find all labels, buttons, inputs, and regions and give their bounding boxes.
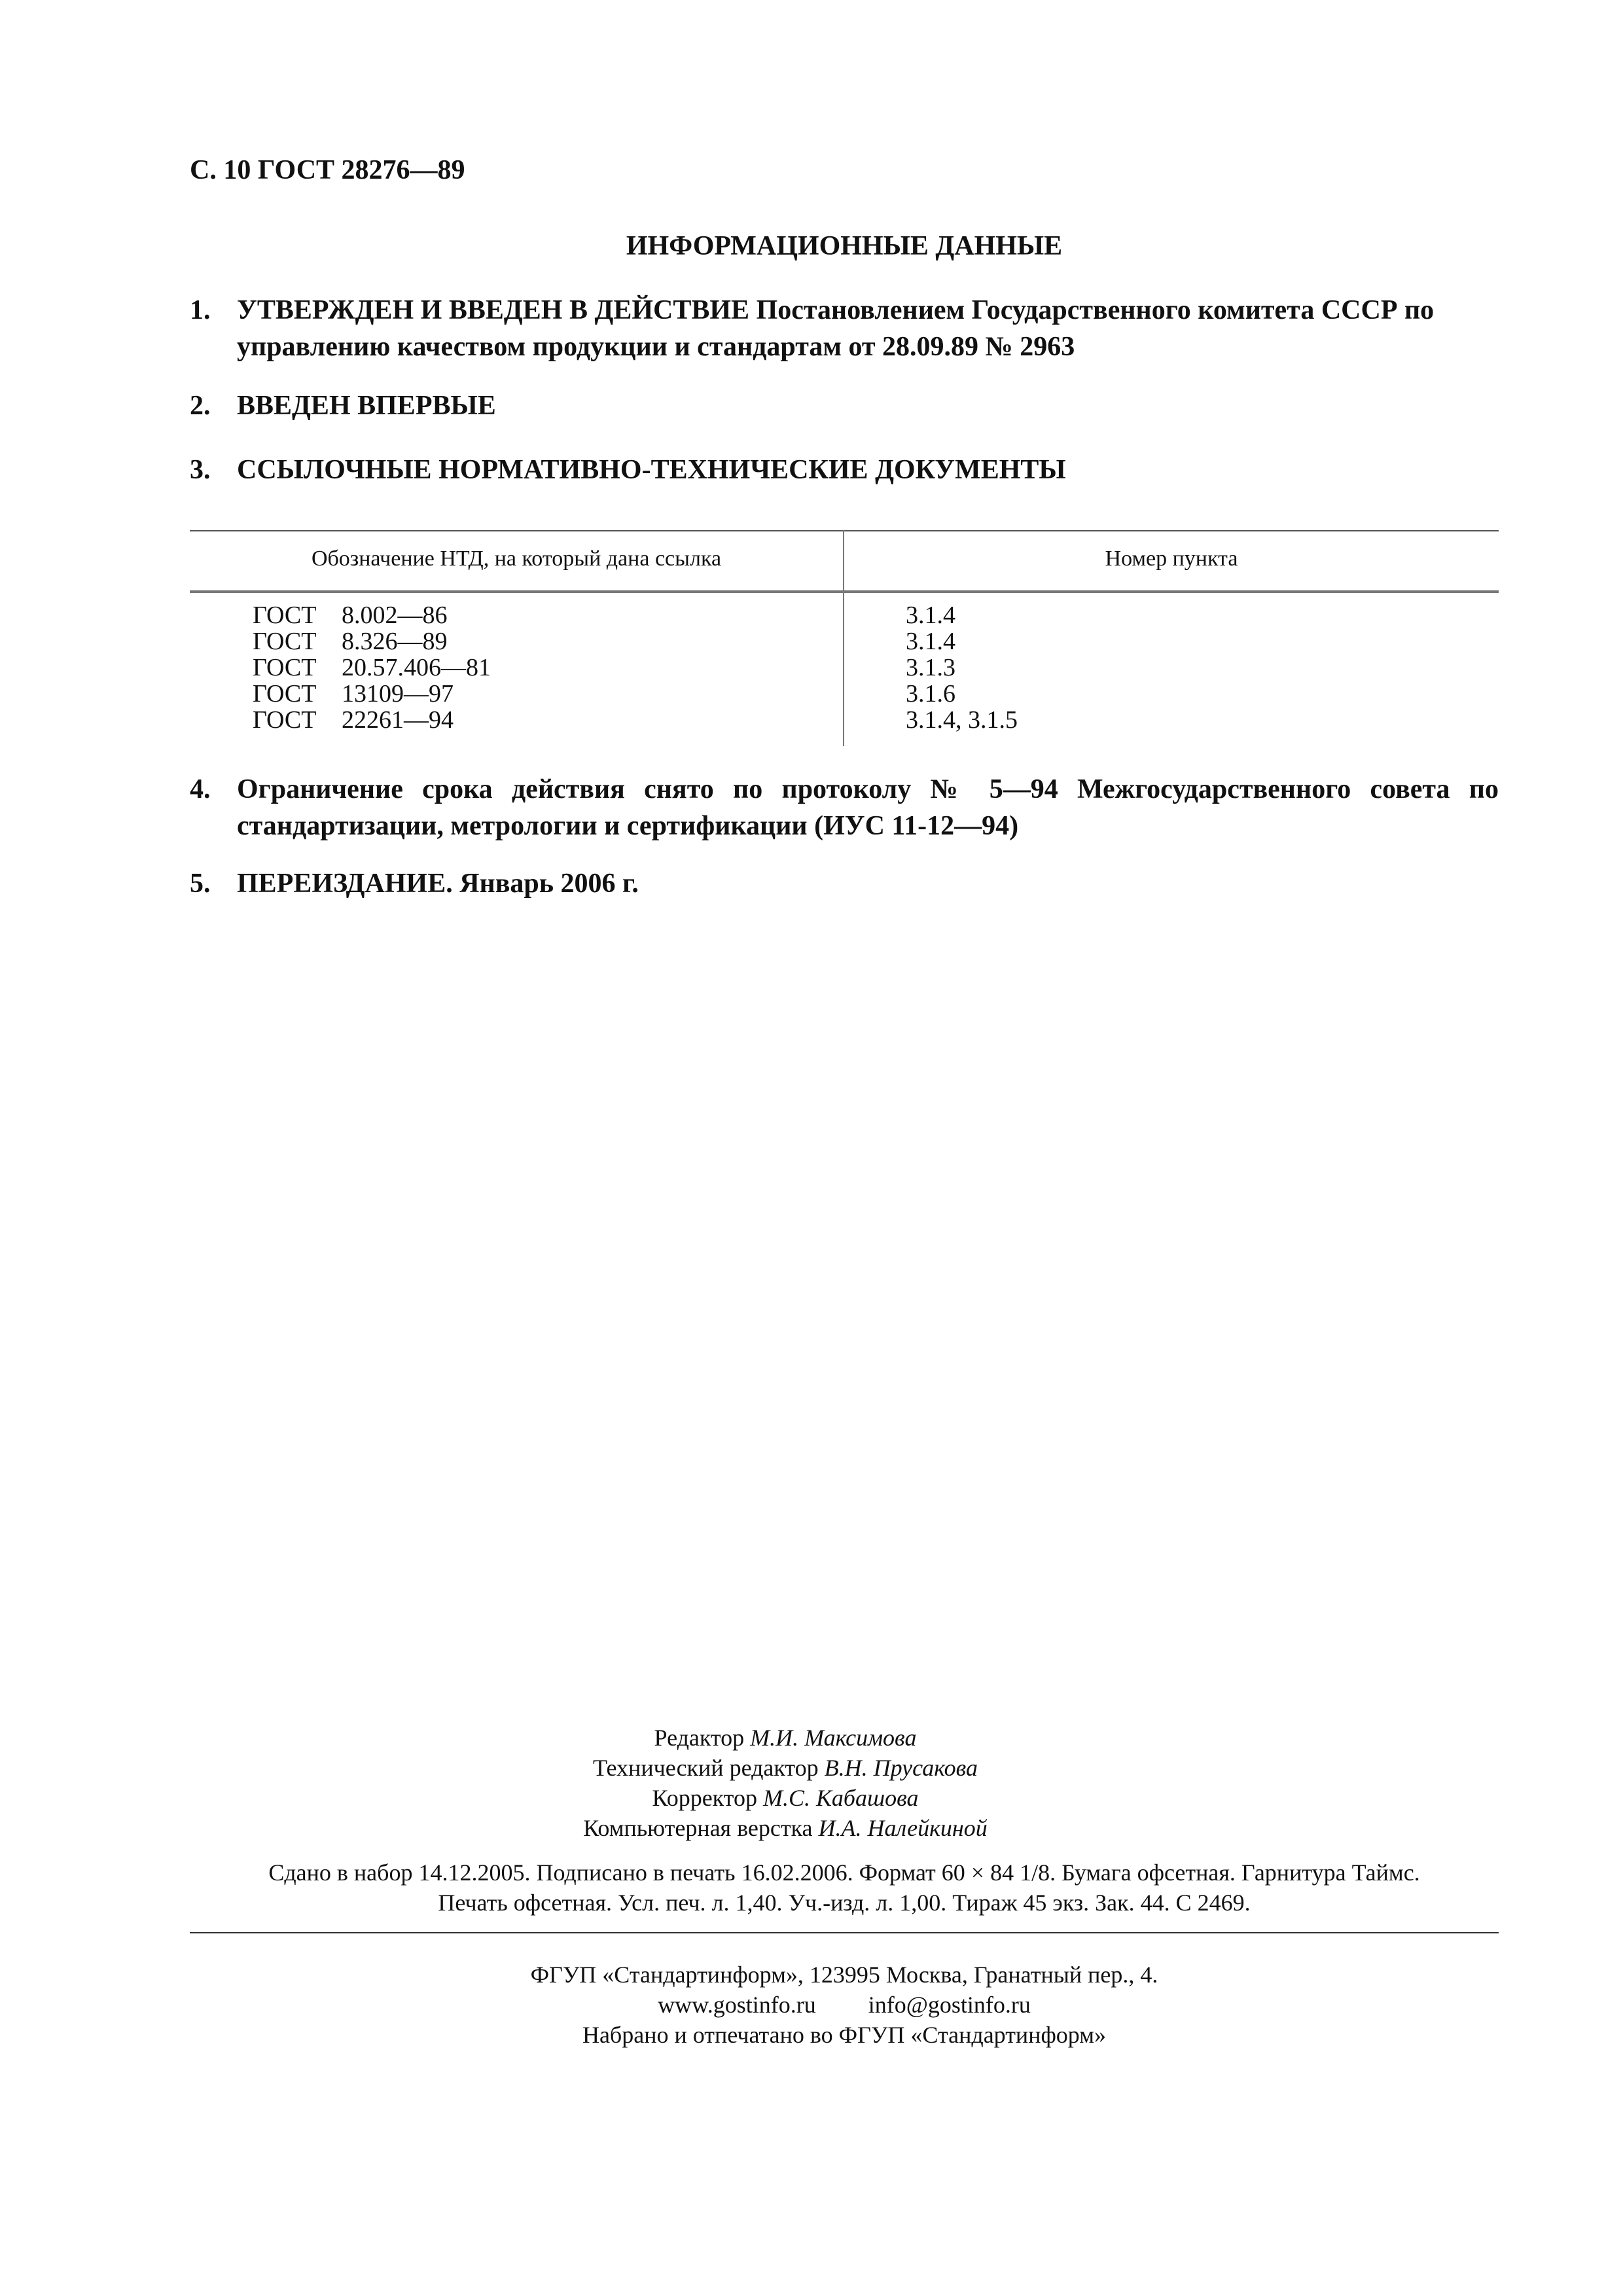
doc-prefix: ГОСТ (253, 628, 317, 655)
doc-number: 8.002—86 (342, 601, 448, 629)
doc-number: 22261—94 (342, 706, 454, 734)
clause-number: 3.1.4 (906, 601, 955, 629)
item-text: Ограничение срока действия снято по протоколу № 5—94 Межгосударственного совета по стандартизации, метрологии и сертификации (ИУС 11-12—94) (237, 774, 1499, 841)
section-title: ИНФОРМАЦИОННЫЕ ДАННЫЕ (626, 231, 1063, 261)
credit-name: В.Н. Прусакова (824, 1755, 978, 1781)
table-row (253, 707, 491, 733)
item-number: 2. (190, 391, 211, 421)
table-column-clauses (906, 602, 1018, 733)
credit-role: Компьютерная верстка (583, 1815, 813, 1841)
item-number: 3. (190, 455, 211, 485)
table-row (253, 681, 491, 707)
info-item-3 (190, 452, 1499, 488)
item-number: 4. (190, 774, 211, 804)
publisher-printed: Набрано и отпечатано во ФГУП «Стандартинформ» (582, 2022, 1107, 2048)
doc-prefix: ГОСТ (253, 654, 317, 681)
credit-name: М.С. Кабашова (762, 1785, 919, 1811)
doc-prefix: ГОСТ (253, 680, 317, 708)
table-column-documents (253, 602, 491, 733)
table-header-rule (190, 590, 1499, 593)
doc-number: 20.57.406—81 (342, 654, 491, 681)
credit-line-proofreader (458, 1783, 1113, 1813)
item-number: 1. (190, 295, 211, 325)
item-number: 5. (190, 869, 211, 899)
doc-number: 13109—97 (342, 680, 454, 708)
doc-prefix: ГОСТ (253, 706, 317, 734)
info-item-1 (190, 292, 1499, 365)
doc-prefix: ГОСТ (253, 601, 317, 629)
info-item-5 (190, 865, 1499, 902)
publisher-address: ФГУП «Стандартинформ», 123995 Москва, Гранатный пер., 4. (530, 1962, 1158, 1988)
credit-name: М.И. Максимова (750, 1725, 917, 1751)
credit-line-editor (458, 1723, 1113, 1753)
clause-number: 3.1.4, 3.1.5 (906, 706, 1018, 734)
table-header-document: Обозначение НТД, на который дана ссылка (311, 547, 722, 571)
table-row (253, 628, 491, 655)
publisher-block (190, 1960, 1499, 2050)
imprint-line-2: Печать офсетная. Усл. печ. л. 1,40. Уч.-изд. л. 1,00. Тираж 45 экз. Зак. 44. С 2469. (438, 1890, 1251, 1916)
credit-role: Технический редактор (592, 1755, 819, 1781)
info-item-2 (190, 387, 1499, 424)
item-text: УТВЕРЖДЕН И ВВЕДЕН В ДЕЙСТВИЕ Постановлением Государственного комитета СССР по управлению качеством продукции и стандартам от 28.09.89 № 2963 (237, 295, 1435, 362)
item-text: ССЫЛОЧНЫЕ НОРМАТИВНО-ТЕХНИЧЕСКИЕ ДОКУМЕНТЫ (237, 455, 1066, 485)
item-text: ВВЕДЕН ВПЕРВЫЕ (237, 391, 496, 421)
reference-table (190, 530, 1499, 746)
footer-divider (190, 1932, 1499, 1933)
clause-number: 3.1.4 (906, 628, 955, 655)
table-header-clause: Номер пункта (1105, 547, 1238, 571)
clause-number: 3.1.3 (906, 654, 955, 681)
info-item-4 (190, 771, 1499, 844)
credit-role: Корректор (652, 1785, 757, 1811)
item-text: ПЕРЕИЗДАНИЕ. Январь 2006 г. (237, 869, 639, 899)
credits-block (458, 1723, 1113, 1843)
credit-line-tech-editor (458, 1753, 1113, 1783)
credit-role: Редактор (654, 1725, 745, 1751)
table-top-rule (190, 530, 1499, 531)
credit-line-layout (458, 1813, 1113, 1843)
publisher-email: info@gostinfo.ru (868, 1992, 1031, 2018)
table-row (253, 655, 491, 681)
credit-name: И.А. Налейкиной (818, 1815, 988, 1841)
doc-number: 8.326—89 (342, 628, 448, 655)
clause-number: 3.1.6 (906, 680, 955, 708)
publisher-website: www.gostinfo.ru (658, 1992, 816, 2018)
table-row (253, 602, 491, 628)
page-header: С. 10 ГОСТ 28276—89 (190, 155, 465, 185)
imprint-line-1: Сдано в набор 14.12.2005. Подписано в печать 16.02.2006. Формат 60 × 84 1/8. Бумага офсетная. Гарнитура Таймс. (268, 1859, 1420, 1886)
publisher-contacts (190, 1990, 1499, 2020)
